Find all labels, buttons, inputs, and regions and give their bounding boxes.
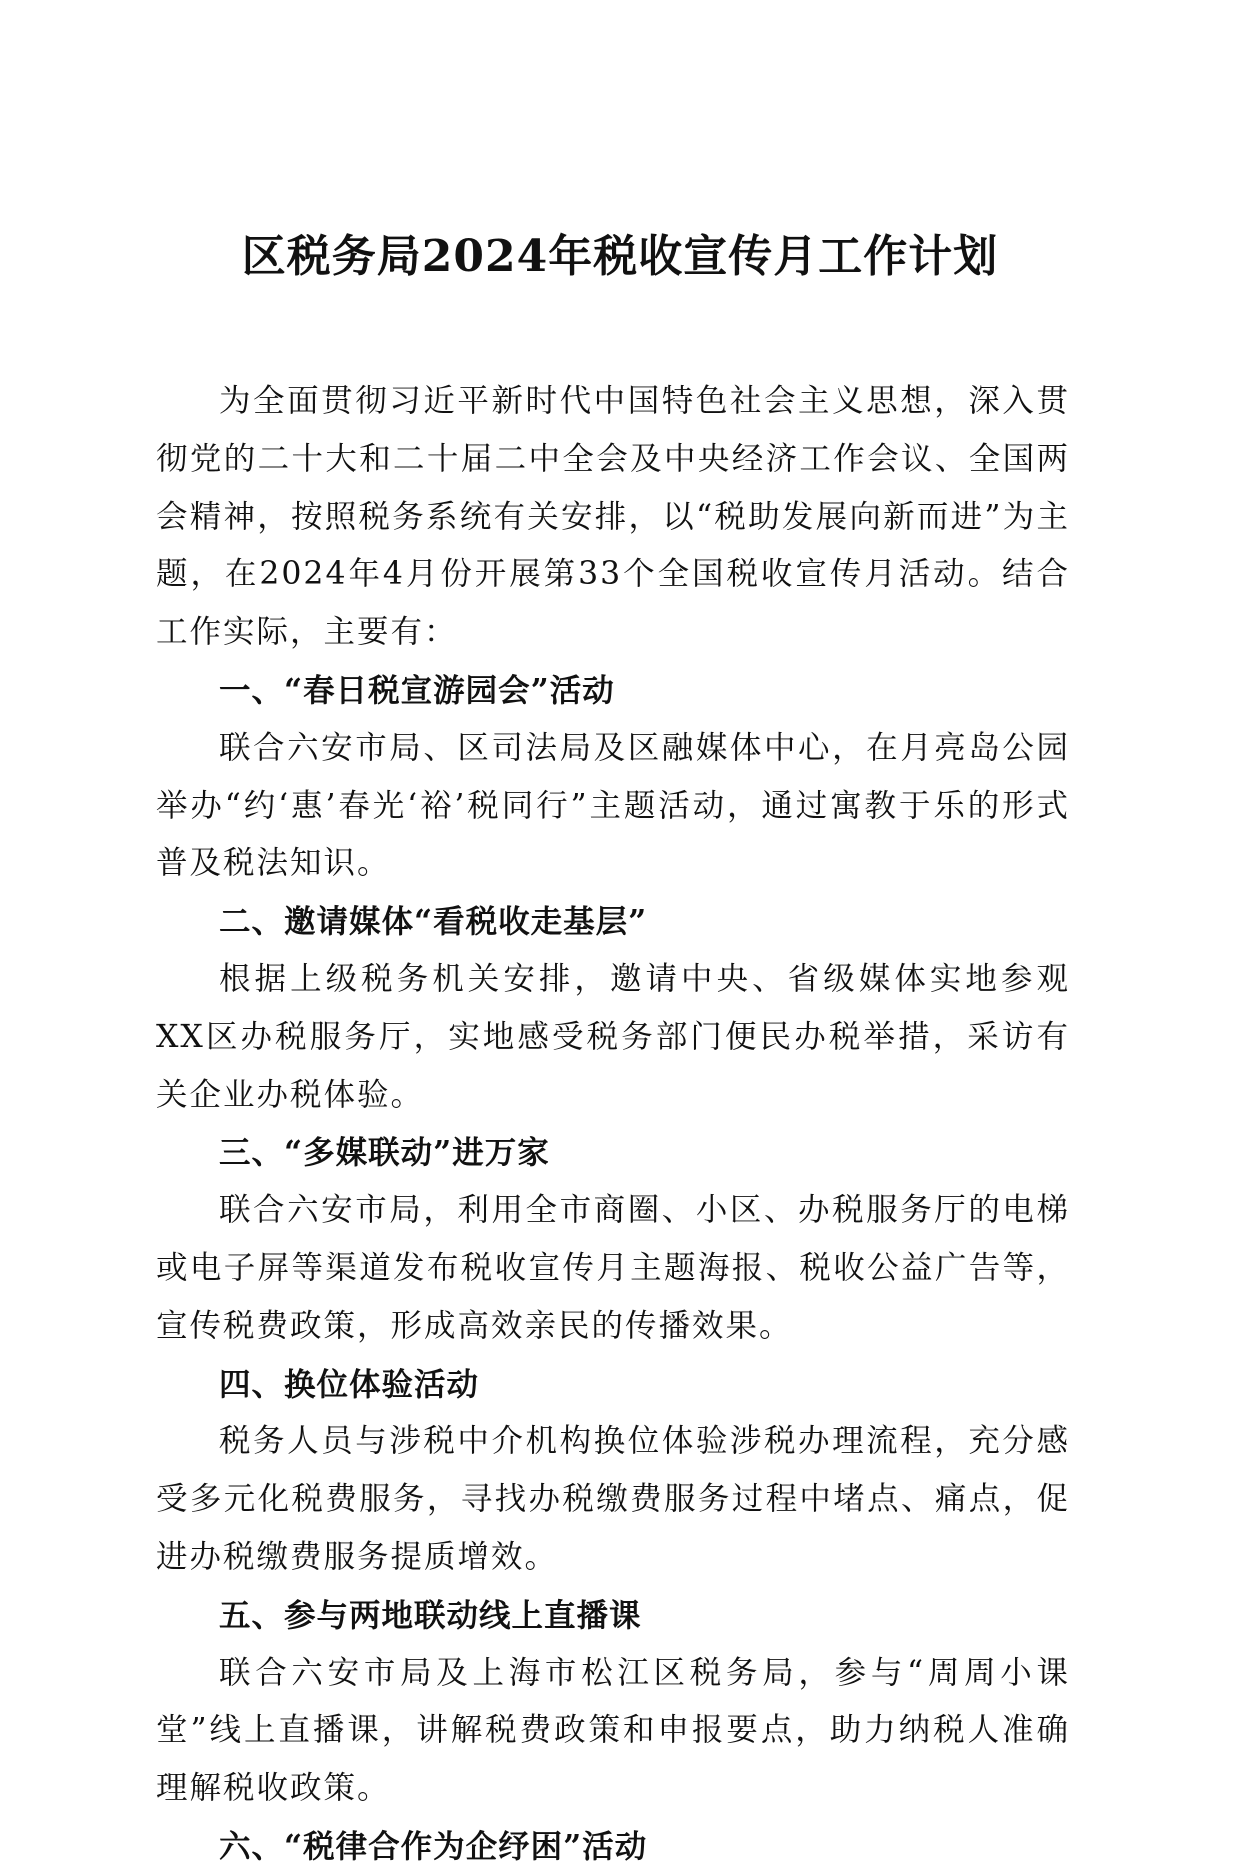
section-5-heading: 五、参与两地联动线上直播课	[219, 1596, 642, 1634]
section-1-body: 联合六安市局、区司法局及区融媒体中心，在月亮岛公园举办“约‘惠’春光‘裕’税同行”主题活动，通过寓教于乐的形式普及税法知识。	[156, 729, 1070, 882]
section-3-heading: 三、“多媒联动”进万家	[219, 1134, 550, 1172]
section-5-body: 联合六安市局及上海市松江区税务局，参与“周周小课堂”线上直播课，讲解税费政策和申报要点，助力纳税人准确理解税收政策。	[156, 1654, 1070, 1807]
section-3-body: 联合六安市局，利用全市商圈、小区、办税服务厅的电梯或电子屏等渠道发布税收宣传月主题海报、税收公益广告等，宣传税费政策，形成高效亲民的传播效果。	[156, 1192, 1070, 1344]
section-4-body: 税务人员与涉税中介机构换位体验涉税办理流程，充分感受多元化税费服务，寻找办税缴费服务过程中堵点、痛点，促进办税缴费服务提质增效。	[156, 1423, 1070, 1575]
section-2-body: 根据上级税务机关安排，邀请中央、省级媒体实地参观XX区办税服务厅，实地感受税务部门便民办税举措，采访有关企业办税体验。	[156, 960, 1070, 1113]
section-2-heading: 二、邀请媒体“看税收走基层”	[219, 903, 648, 941]
section-6-heading: 六、“税律合作为企纾困”活动	[219, 1827, 648, 1865]
section-1-heading: 一、“春日税宣游园会”活动	[219, 671, 615, 709]
section-4-heading: 四、换位体验活动	[219, 1365, 480, 1403]
document-body	[156, 373, 1070, 1876]
document-title: 区税务局2024年税收宣传月工作计划	[241, 231, 999, 282]
intro-paragraph: 为全面贯彻习近平新时代中国特色社会主义思想，深入贯彻党的二十大和二十届二中全会及中央经济工作会议、全国两会精神，按照税务系统有关安排，以“税助发展向新而进”为主题，在2024年4月份开展第33个全国税收宣传月活动。结合工作实际，主要有：	[156, 383, 1070, 651]
